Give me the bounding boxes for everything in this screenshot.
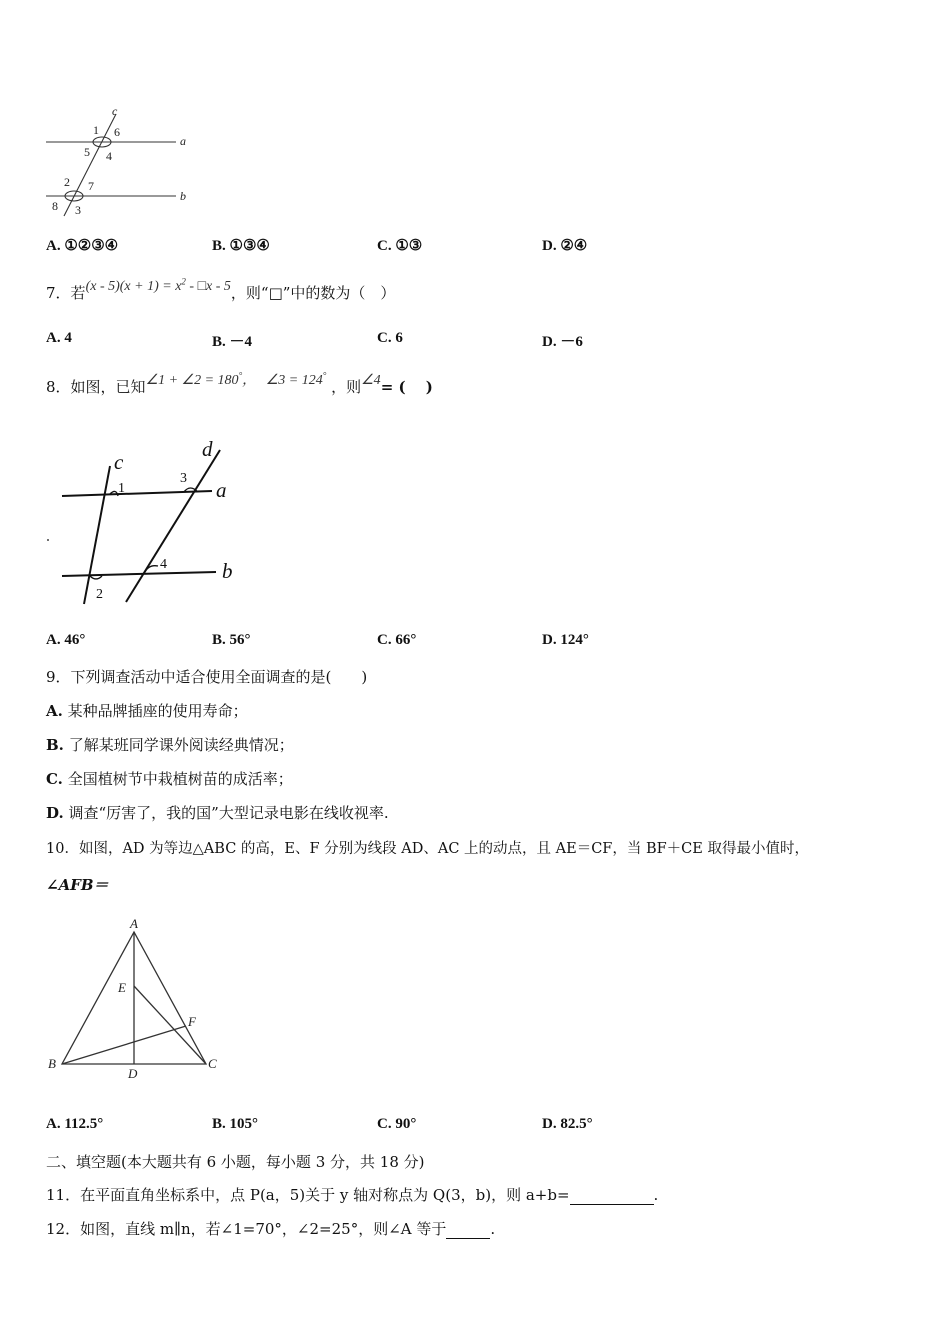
label-a: a: [216, 478, 227, 502]
option-letter: B.: [212, 238, 226, 254]
label-2: 2: [96, 587, 103, 602]
angle-arc-2: [90, 576, 102, 579]
option-text: 82.5°: [560, 1116, 593, 1132]
option-text: 105°: [229, 1116, 259, 1132]
math-text: ∠3 = 124: [265, 373, 323, 388]
option-text: ②④: [560, 238, 588, 254]
option-text: 6: [395, 330, 403, 346]
label-4: 4: [106, 149, 112, 163]
label-B: B: [48, 1056, 56, 1071]
q6-figure: [44, 104, 194, 220]
option-text: 66°: [395, 632, 417, 648]
q6-option-c[interactable]: [377, 236, 422, 255]
label-b: b: [222, 559, 233, 583]
line-b: [62, 572, 216, 576]
option-letter: B.: [212, 1116, 226, 1132]
question-number: 8．: [46, 378, 71, 396]
expr-sup: 2: [181, 276, 186, 287]
q6-option-d[interactable]: [542, 236, 587, 255]
option-text: －4: [229, 334, 253, 350]
option-text: 4: [64, 330, 72, 346]
option-text: 46°: [64, 632, 86, 648]
label-d: d: [202, 437, 213, 461]
option-letter: C.: [377, 1116, 392, 1132]
q8-pre: 如图，已知: [70, 378, 146, 396]
label-D: D: [128, 1066, 138, 1078]
label-1: 1: [93, 123, 99, 137]
section-2-title: 二、填空题(本大题共有 6 小题，每小题 3 分，共 18 分): [46, 1153, 425, 1171]
option-letter: A.: [46, 632, 61, 648]
option-letter: B.: [212, 632, 226, 648]
q11-end: .: [653, 1186, 659, 1204]
choice-letter: A.: [46, 702, 63, 720]
choice-text: 了解某班同学课外阅读经典情况；: [68, 736, 294, 754]
label-c: c: [114, 450, 124, 474]
option-letter: A.: [46, 1116, 61, 1132]
option-letter: C.: [377, 238, 392, 254]
q8-math-1: [145, 370, 243, 388]
q12-stem: [46, 1218, 495, 1239]
option-letter: D.: [542, 632, 557, 648]
label-4: 4: [160, 557, 167, 572]
choice-letter: D.: [46, 804, 64, 822]
label-a: a: [180, 134, 186, 148]
q9-choice-d[interactable]: [46, 802, 389, 823]
choice-text: 全国植树节中栽植树苗的成活率；: [67, 770, 293, 788]
label-1: 1: [118, 481, 125, 496]
question-number: 7．: [46, 284, 71, 302]
q12-text: 12．如图，直线 m∥n，若∠1=70°，∠2=25°，则∠A 等于: [46, 1220, 447, 1238]
expr-left: (x - 5)(x + 1) = x: [85, 279, 182, 294]
choice-letter: B.: [46, 736, 64, 754]
label-8: 8: [52, 199, 58, 213]
option-letter: C.: [377, 632, 392, 648]
q7-post: ，则“□”中的数为（ ）: [230, 284, 396, 302]
option-text: 112.5°: [64, 1116, 104, 1132]
option-letter: D.: [542, 238, 557, 254]
q6-option-a[interactable]: [46, 236, 118, 255]
q10-stem-line2: ∠AFB＝: [46, 876, 109, 894]
segment-bf: [62, 1026, 186, 1064]
q7-expression: [85, 276, 231, 294]
label-5: 5: [84, 145, 90, 159]
option-text: 90°: [395, 1116, 417, 1132]
q10-stem-line1: 10．如图，AD 为等边△ABC 的高，E、F 分别为线段 AD、AC 上的动点，且 AE＝CF，当 BF＋CE 取得最小值时，: [46, 841, 809, 857]
choice-letter: C.: [46, 770, 63, 788]
q11-answer-blank[interactable]: [570, 1190, 654, 1205]
q9-choice-c[interactable]: [46, 768, 293, 789]
q10-option-b[interactable]: [212, 1116, 258, 1133]
line-a: [62, 491, 212, 496]
q8-option-c[interactable]: [377, 632, 416, 649]
q8-math-2: [265, 370, 327, 388]
expr-right: - □x - 5: [185, 279, 231, 294]
label-c: c: [112, 104, 118, 118]
option-text: ①②③④: [64, 238, 119, 254]
q7-stem: [46, 276, 396, 303]
q10-option-a[interactable]: [46, 1116, 103, 1133]
q8-option-a[interactable]: [46, 632, 85, 649]
q12-end: .: [490, 1220, 496, 1238]
q9-stem: 9．下列调查活动中适合使用全面调查的是( ): [46, 668, 368, 686]
option-text: －6: [560, 334, 583, 350]
option-letter: A.: [46, 238, 61, 254]
option-letter: D.: [542, 1116, 557, 1132]
option-text: 124°: [560, 632, 589, 648]
label-F: F: [188, 1014, 196, 1029]
q11-stem: [46, 1184, 658, 1205]
q10-option-c[interactable]: [377, 1116, 416, 1133]
label-3: 3: [75, 203, 81, 217]
q8-math-3: ∠4: [361, 373, 381, 388]
q7-option-d[interactable]: [542, 330, 583, 351]
choice-text: 调查“厉害了，我的国”大型记录电影在线收视率.: [68, 804, 389, 822]
label-2: 2: [64, 175, 70, 189]
option-letter: C.: [377, 330, 392, 346]
q8-post: = ( ): [380, 378, 433, 396]
option-text: ①③④: [229, 238, 270, 254]
label-7: 7: [88, 179, 94, 193]
q8-comma: ，: [242, 373, 257, 388]
q12-answer-blank[interactable]: [446, 1224, 490, 1239]
q8-mid: ，则: [331, 378, 362, 396]
label-A: A: [130, 916, 138, 931]
q9-choice-b[interactable]: [46, 734, 294, 755]
math-sup: °: [322, 370, 327, 381]
q8-stem: [46, 370, 433, 397]
stray-dot: [47, 539, 49, 541]
q11-text: 11．在平面直角坐标系中，点 P(a，5)关于 y 轴对称点为 Q(3，b)，则 a+b=: [46, 1186, 570, 1204]
choice-text: 某种品牌插座的使用寿命；: [67, 702, 248, 720]
q9-choice-a[interactable]: [46, 700, 248, 721]
q8-option-d[interactable]: [542, 632, 589, 649]
line-d: [126, 450, 220, 602]
option-letter: B.: [212, 334, 226, 350]
q10-figure: [44, 914, 228, 1078]
q7-option-c[interactable]: [377, 330, 403, 347]
q8-option-b[interactable]: [212, 632, 251, 649]
label-b: b: [180, 189, 186, 203]
option-text: ①③: [395, 238, 423, 254]
q10-option-d[interactable]: [542, 1116, 593, 1133]
math-sup: °: [238, 370, 243, 381]
label-E: E: [118, 980, 126, 995]
math-text: ∠1 + ∠2 = 180: [145, 373, 239, 388]
label-C: C: [208, 1056, 217, 1071]
q8-figure: [44, 436, 254, 612]
q7-option-a[interactable]: [46, 330, 72, 347]
label-6: 6: [114, 125, 120, 139]
label-3: 3: [180, 471, 187, 486]
option-letter: D.: [542, 334, 557, 350]
option-letter: A.: [46, 330, 61, 346]
q7-option-b[interactable]: [212, 330, 252, 351]
option-text: 56°: [229, 632, 251, 648]
q7-pre: 若: [70, 284, 86, 302]
line-c: [84, 466, 110, 604]
q6-option-b[interactable]: [212, 236, 270, 255]
